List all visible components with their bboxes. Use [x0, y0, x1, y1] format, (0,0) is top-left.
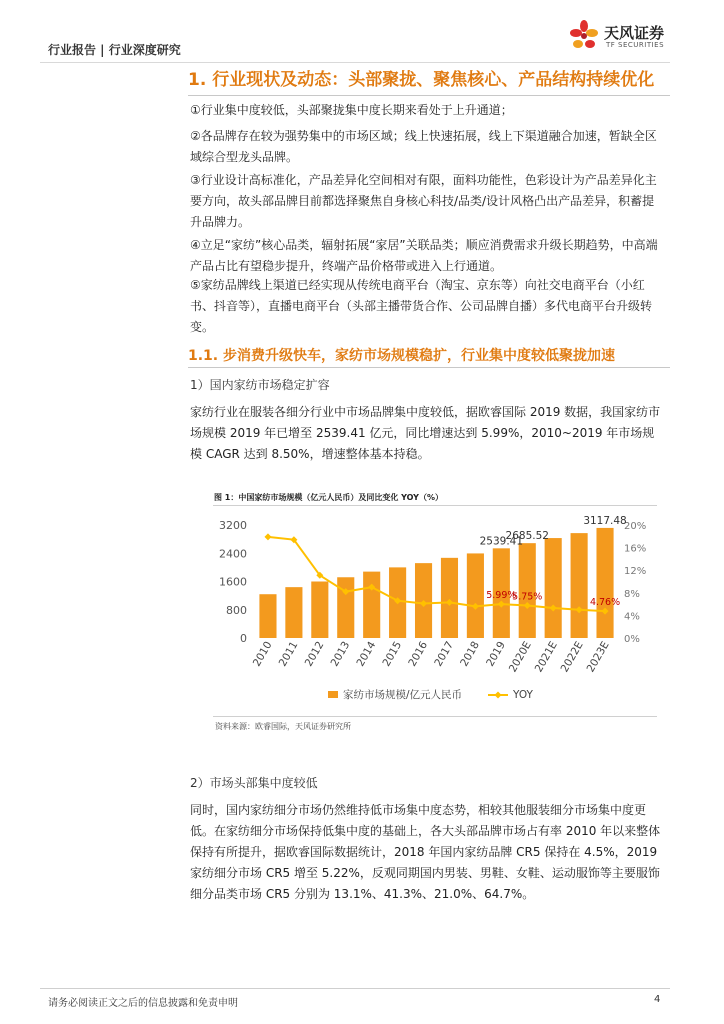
right-tick-label: 4% [624, 611, 640, 623]
x-axis [251, 639, 612, 674]
right-tick-label: 8% [624, 588, 640, 600]
point-3: ③行业设计高标准化，产品差异化空间相对有限，面料功能性，色彩设计为产品差异化主要方向，故头部品牌目前都选择聚焦自身核心科技/品类/设计风格凸出产品差异，积蓄提升品牌力。 [190, 173, 657, 229]
bar-value-label: 2539.41 [479, 535, 524, 548]
section-1-1-underline [188, 367, 670, 368]
right-tick-label: 20% [624, 521, 647, 532]
point-4: ④立足“家纺”核心品类，辐射拓展“家居”关联品类；顺应消费需求升级长期趋势，中高端产品占比有望稳步提升，终端产品价格带或进入上行通道。 [190, 238, 658, 273]
bar-2012 [311, 582, 328, 639]
bar-2022E [571, 533, 588, 638]
x-tick-label: 2021E [532, 639, 560, 675]
bar-2013 [337, 577, 354, 638]
x-tick-label: 2020E [506, 639, 534, 675]
x-tick-label: 2014 [354, 639, 379, 669]
yoy-point-2010 [264, 533, 271, 540]
paragraph-market-size: 家纺行业在服装各细分行业中市场品牌集中度较低，据欧睿国际 2019 数据，我国家纺市场规模 2019 年已增至 2539.41 亿元，同比增速达到 5.99%，2010~2019 年市场规模 CAGR 达到 8.50%，增速整体基本持稳。 [190, 405, 661, 461]
legend-line-marker [495, 692, 502, 699]
logo-text-cn: 天风证券 [604, 24, 665, 42]
bar-2021E [545, 538, 562, 638]
left-tick-label: 0 [240, 632, 247, 645]
left-tick-label: 1600 [219, 575, 247, 589]
legend-line-label: YOY [513, 689, 533, 701]
x-tick-label: 2010 [250, 639, 275, 669]
legend-bar-label: 家纺市场规模/亿元人民币 [343, 689, 463, 701]
x-tick-label: 2023E [584, 639, 612, 675]
x-tick-label: 2011 [276, 639, 301, 669]
figure-title: 图 1：中国家纺市场规模（亿元人民币）及同比变化 YOY（%） [214, 493, 443, 502]
point-5: ⑤家纺品牌线上渠道已经实现从传统电商平台（淘宝、京东等）向社交电商平台（小红书、抖音等），直播电商平台（头部主播带货合作、公司品牌自播）多代电商平台升级转变。 [190, 278, 653, 334]
bar-series [259, 528, 613, 638]
footer-divider [40, 988, 670, 989]
x-tick-label: 2013 [328, 639, 353, 669]
right-tick-label: 12% [624, 566, 647, 578]
footer-disclaimer: 请务必阅读正文之后的信息披露和免责申明 [48, 998, 238, 1009]
left-axis [219, 519, 247, 645]
source-rule [213, 716, 657, 717]
x-tick-label: 2019 [484, 639, 508, 669]
paragraph-concentration: 同时，国内家纺细分市场仍然维持低市场集中度态势，相较其他服装细分市场集中度更低。在家纺细分市场保持低集中度的基础上，各大头部品牌市场占有率 2010 年以来整体保持有所提升，据欧睿国际数据统计，2018 年国内家纺品牌 CR5 保持在 4.5%，2019 家纺细分市场 CR5 增至 5.22%，反观同期国内男装、男鞋、女鞋、运动服饰等主要服饰细分品类市场 CR5 分别为 13.1%、41.3%、21.0%、64.7%。 [190, 803, 661, 901]
x-tick-label: 2017 [432, 639, 457, 669]
x-tick-label: 2012 [302, 639, 327, 669]
yoy-value-label: 4.76% [589, 597, 621, 609]
subheading-2: 2）市场头部集中度较低 [190, 776, 318, 790]
bar-2017 [441, 558, 458, 638]
figure-title-rule [213, 505, 657, 506]
point-2: ②各品牌存在较为强势集中的市场区域；线上快速拓展，线上下渠道融合加速，暂缺全区域综合型龙头品牌。 [190, 129, 657, 164]
section-1-1-title: 1.1. 步消费升级快车，家纺市场规模稳扩，行业集中度较低聚拢加速 [188, 348, 615, 364]
bar-2011 [285, 587, 302, 638]
section-1-title: 1. 行业现状及动态：头部聚拢、聚焦核心、产品结构持续优化 [188, 70, 655, 90]
bar-2018 [467, 553, 484, 638]
bar-2010 [259, 594, 276, 638]
market-size-chart [213, 508, 657, 713]
legend-bar-swatch [328, 691, 338, 698]
right-tick-label: 0% [624, 634, 640, 645]
header-report-type: 行业报告 | 行业深度研究 [48, 43, 181, 57]
left-tick-label: 2400 [219, 547, 247, 561]
x-tick-label: 2018 [458, 639, 482, 669]
x-tick-label: 2022E [558, 639, 586, 675]
subheading-1: 1）国内家纺市场稳定扩容 [190, 378, 330, 392]
page-number: 4 [654, 994, 661, 1005]
figure-source: 资料来源：欧睿国际，天风证券研究所 [215, 722, 351, 731]
x-tick-label: 2016 [406, 639, 431, 669]
right-tick-label: 16% [624, 543, 647, 555]
logo-text-en: TF SECURITIES [606, 41, 665, 49]
header-divider [40, 62, 670, 63]
section-1-underline [188, 95, 670, 96]
x-tick-label: 2015 [380, 639, 405, 669]
yoy-value-label: 5.75% [512, 591, 543, 603]
bar-value-label: 3117.48 [583, 514, 627, 527]
bar-2023E [596, 528, 613, 638]
flower-logo-icon [570, 20, 598, 48]
yoy-value-label: 5.99% [486, 590, 517, 602]
chart-legend [328, 688, 534, 701]
bar-2014 [363, 572, 380, 638]
left-tick-label: 3200 [219, 519, 247, 532]
bar-value-label: 2685.52 [505, 530, 549, 543]
right-axis [624, 521, 646, 645]
left-tick-label: 800 [226, 603, 247, 617]
point-1: ①行业集中度较低，头部聚拢集中度长期来看处于上升通道； [190, 103, 513, 117]
